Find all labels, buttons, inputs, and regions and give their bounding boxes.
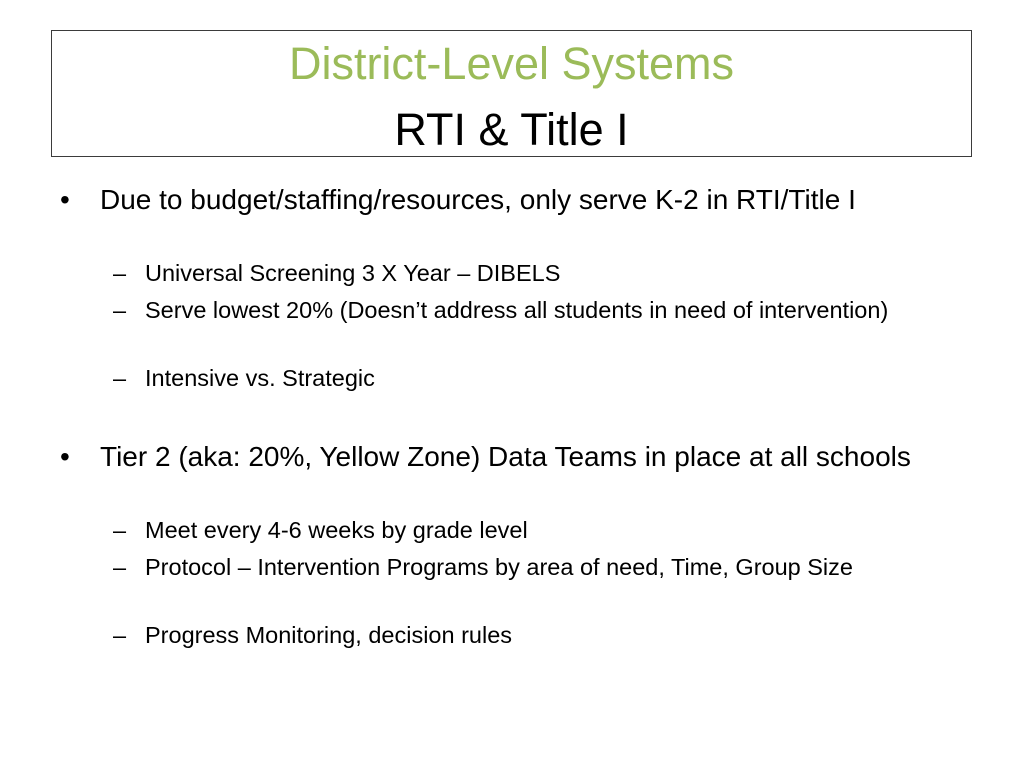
dash-icon: – [113, 517, 127, 543]
slide-title: District-Level Systems [288, 38, 735, 89]
sub-bullet-text: Meet every 4-6 weeks by grade level [145, 517, 528, 543]
sub-bullet-item [113, 364, 960, 393]
sub-bullet-item [113, 296, 960, 325]
dash-icon: – [113, 554, 127, 580]
dash-icon: – [113, 297, 127, 323]
sub-bullet-item [113, 553, 960, 582]
sub-bullet-text: Progress Monitoring, decision rules [145, 622, 513, 648]
sub-bullet-text: Serve lowest 20% (Doesn’t address all students in need of intervention) [145, 297, 889, 323]
slide-subtitle: RTI & Title I [394, 104, 629, 155]
sub-bullet-text: Universal Screening 3 X Year – DIBELS [145, 260, 561, 286]
sub-bullet-item [113, 516, 960, 545]
bullet-icon: • [60, 441, 70, 472]
dash-icon: – [113, 260, 127, 286]
bullet-text: Tier 2 (aka: 20%, Yellow Zone) Data Teams in place at all schools [100, 441, 911, 472]
dash-icon: – [113, 622, 127, 648]
sub-bullet-text: Protocol – Intervention Programs by area of need, Time, Group Size [145, 554, 853, 580]
bullet-icon: • [60, 184, 70, 215]
sub-bullet-item [113, 621, 960, 650]
bullet-item [60, 440, 960, 473]
dash-icon: – [113, 365, 127, 391]
sub-bullet-text: Intensive vs. Strategic [145, 365, 375, 391]
bullet-text: Due to budget/staffing/resources, only serve K-2 in RTI/Title I [100, 184, 856, 215]
sub-bullet-item [113, 259, 960, 288]
bullet-item [60, 183, 960, 216]
